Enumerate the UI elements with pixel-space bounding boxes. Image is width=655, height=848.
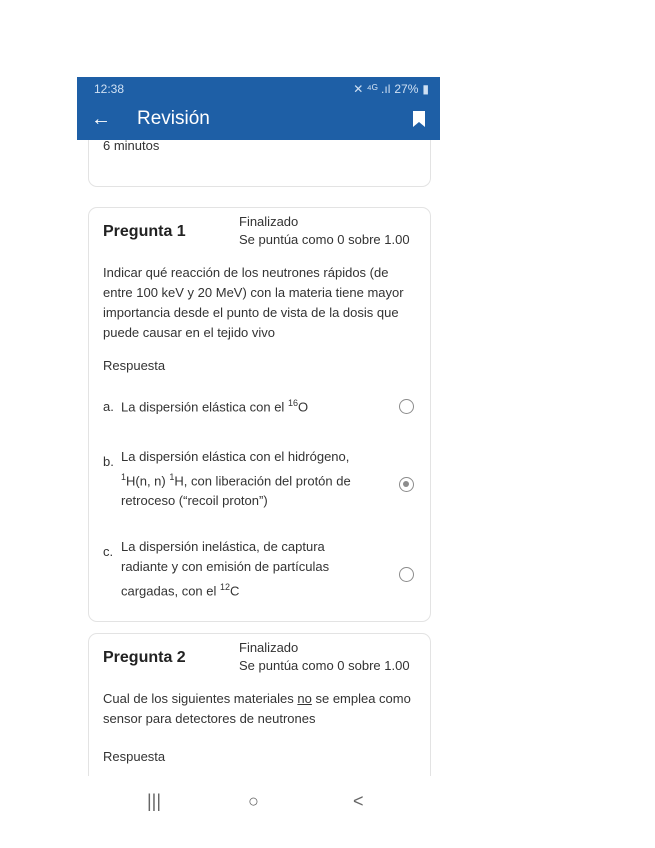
answer-label: Respuesta [103,749,166,764]
option-text: La dispersión inelástica, de captura radiante y con emisión de partículas cargadas, con el $^{12}$C [121,539,330,599]
question-grade: Se puntúa como 0 sobre 1.00 [239,232,410,247]
question-text: Indicar qué reacción de los neutrones rápidos (de entre 100 keV y 20 MeV) con la materia tiene mayor importancia desde el punto de vista de la dosis que puede causar en el tejido vivo [103,265,404,340]
recent-apps-button[interactable]: ||| [147,791,162,811]
bookmark-icon[interactable] [412,110,426,133]
question-text [103,689,419,729]
option-letter: c. [103,544,114,559]
system-nav-bar [77,777,440,825]
page-title: Revisión [137,108,210,129]
question-title: Pregunta 1 [103,223,186,240]
home-button[interactable]: ○ [248,791,259,811]
phone-screen [77,77,440,777]
option-radio[interactable] [399,567,414,582]
back-button[interactable]: < [353,791,364,811]
status-time: 12:38 [94,82,125,96]
battery-icon: ▮ [422,82,429,96]
question-text-emphasis: no [297,691,312,706]
option-text: La dispersión elástica con el hidrógeno, $^1$H(n, n) $^1$H, con liberación del protón de retroceso (“recoil proton”) [121,449,351,509]
option-text: La dispersión elástica con el $^{16}$O [121,398,309,415]
option-letter: b. [103,454,114,469]
arrow-left-icon[interactable]: ← [91,108,111,130]
time-spent-value: 6 minutos [103,140,160,153]
option-radio[interactable] [399,477,414,492]
answer-label: Respuesta [103,358,166,373]
summary-card [88,140,431,187]
question-card [88,207,431,622]
option-radio[interactable] [399,399,414,414]
option-letter: a. [103,399,114,414]
battery-level: 27% [394,82,419,96]
app-bar [77,100,440,140]
question-text-part: Cual de los siguientes materiales [103,691,298,706]
review-content[interactable] [77,140,440,776]
question-text-part: se emplea como sensor para detectores de neutrones [103,691,411,726]
question-title: Pregunta 2 [103,649,186,666]
question-state: Finalizado [239,640,299,655]
signal-icons: ✕ ⁴ᴳ .ıl [353,82,391,96]
status-bar [77,77,440,100]
question-state: Finalizado [239,214,299,229]
question-card [88,633,431,776]
status-right [353,82,429,96]
question-grade: Se puntúa como 0 sobre 1.00 [239,658,410,673]
